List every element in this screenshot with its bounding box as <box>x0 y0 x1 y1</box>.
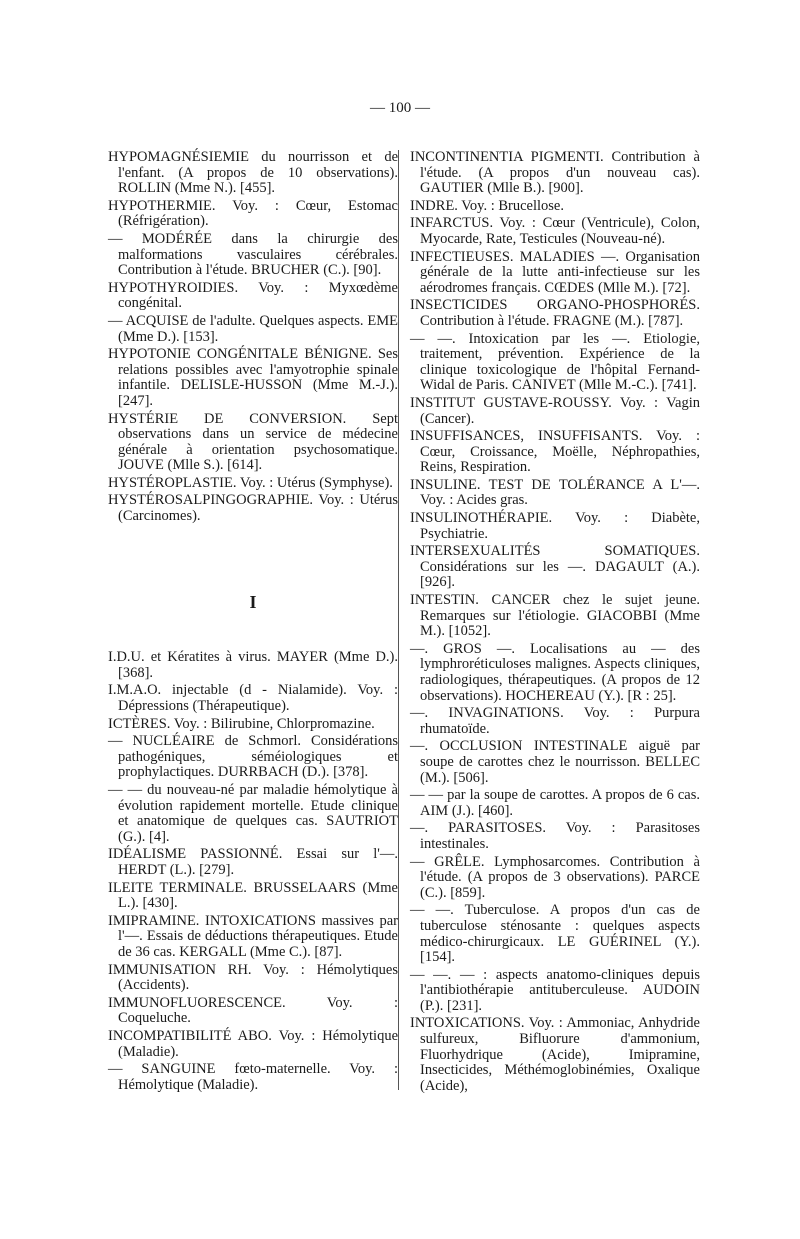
index-entry: IMIPRAMINE. INTOXICATIONS massives par l'—. Essais de déductions thérapeutiques. Etude de 36 cas. KERGALL (Mme C.). [87]. <box>108 912 398 960</box>
index-entry: — — du nouveau-né par maladie hémolytique à évolution rapidement mortelle. Etude clinique et anatomique de quelques cas. SAUTRIOT (G.). [4]. <box>108 782 398 845</box>
index-entry: HYSTÉROSALPINGOGRAPHIE. Voy. : Utérus (Carcinomes). <box>108 492 398 525</box>
right-column <box>410 150 700 1096</box>
index-entry: IMMUNOFLUORESCENCE. Voy. : Coqueluche. <box>108 994 398 1027</box>
index-entry: INSUFFISANCES, INSUFFISANTS. Voy. : Cœur, Croissance, Moëlle, Néphropathies, Reins, Respiration. <box>410 428 700 476</box>
right-entries <box>410 150 700 1094</box>
index-entry: — —. — : aspects anatomo-cliniques depuis l'antibiothérapie antituberculeuse. AUDOIN (P.). [231]. <box>410 966 700 1014</box>
index-entry: INTERSEXUALITÉS SOMATIQUES. Considérations sur les —. DAGAULT (A.). [926]. <box>410 543 700 591</box>
index-entry: —. OCCLUSION INTESTINALE aiguë par soupe de carottes chez le nourrisson. BELLEC (M.). [506]. <box>410 738 700 786</box>
index-entry: ICTÈRES. Voy. : Bilirubine, Chlorpromazine. <box>108 715 375 732</box>
left-entries-i <box>108 650 398 1093</box>
index-entry: IMMUNISATION RH. Voy. : Hémolytiques (Accidents). <box>108 961 398 994</box>
index-entry: INSULINE. TEST DE TOLÉRANCE A L'—. Voy. : Acides gras. <box>410 476 700 509</box>
index-entry: —. GROS —. Localisations au — des lymphroréticuloses malignes. Aspects cliniques, radiologiques, thérapeutiques. (A propos de 12 observations). HOCHEREAU (Y.). [R : 25]. <box>410 640 700 704</box>
index-entry: HYPOTONIE CONGÉNITALE BÉNIGNE. Ses relations possibles avec l'amyotrophie spinale infantile. DELISLE-HUSSON (Mme M.-J.). [247]. <box>108 346 398 409</box>
index-entry: — —. Intoxication par les —. Etiologie, traitement, prévention. Expérience de la clinique toxicologique de l'hôpital Fernand-Widal de Paris. CANIVET (Mlle M.-C.). [741]. <box>410 330 700 394</box>
index-entry: ILEITE TERMINALE. BRUSSELAARS (Mme L.). [430]. <box>108 879 398 912</box>
index-entry: HYPOMAGNÉSIEMIE du nourrisson et de l'enfant. (A propos de 10 observations). ROLLIN (Mme N.). [455]. <box>108 149 398 197</box>
index-entry: HYSTÉROPLASTIE. Voy. : Utérus (Symphyse). <box>108 474 393 491</box>
index-entry: — — par la soupe de carottes. A propos de 6 cas. AIM (J.). [460]. <box>410 787 700 819</box>
index-entry: INCOMPATIBILITÉ ABO. Voy. : Hémolytique (Maladie). <box>108 1027 398 1060</box>
index-entry: — SANGUINE fœto-maternelle. Voy. : Hémolytique (Maladie). <box>108 1061 398 1093</box>
index-entry: INSTITUT GUSTAVE-ROUSSY. Voy. : Vagin (Cancer). <box>410 394 700 427</box>
index-entry: INTOXICATIONS. Voy. : Ammoniac, Anhydride sulfureux, Bifluorure d'ammonium, Fluorhydrique (Acide), Imipramine, Insecticides, Méthémoglobinémies, Oxalique (Acide), <box>410 1015 700 1094</box>
index-entry: IDÉALISME PASSIONNÉ. Essai sur l'—. HERDT (L.). [279]. <box>108 846 398 878</box>
index-entry: INFECTIEUSES. MALADIES —. Organisation générale de la lutte anti-infectieuse sur les aérodromes français. CŒDES (Mlle M.). [72]. <box>410 248 700 296</box>
index-entry: INCONTINENTIA PIGMENTI. Contribution à l'étude. (A propos d'un nouveau cas). GAUTIER (Mlle B.). [900]. <box>410 149 700 197</box>
index-entry: INSULINOTHÉRAPIE. Voy. : Diabète, Psychiatrie. <box>410 510 700 542</box>
index-entry: HYPOTHERMIE. Voy. : Cœur, Estomac (Réfrigération). <box>108 197 398 230</box>
index-entry: HYSTÉRIE DE CONVERSION. Sept observations dans un service de médecine générale à orientation psychosomatique. JOUVE (Mlle S.). [614]. <box>108 410 398 474</box>
section-letter: I <box>249 591 257 612</box>
index-entry: — NUCLÉAIRE de Schmorl. Considérations pathogéniques, séméiologiques et prophylactiques. DURRBACH (D.). [378]. <box>108 733 398 781</box>
index-entry: — ACQUISE de l'adulte. Quelques aspects. EME (Mme D.). [153]. <box>108 312 398 345</box>
index-entry: INTESTIN. CANCER chez le sujet jeune. Remarques sur l'étiologie. GIACOBBI (Mme M.). [1052]. <box>410 592 700 640</box>
index-entry: — GRÊLE. Lymphosarcomes. Contribution à l'étude. (A propos de 3 observations). PARCE (C.). [859]. <box>410 853 700 901</box>
index-entry: I.D.U. et Kératites à virus. MAYER (Mme D.). [368]. <box>108 649 398 681</box>
index-entry: INDRE. Voy. : Brucellose. <box>410 197 564 214</box>
left-column <box>108 150 398 1095</box>
index-entry: HYPOTHYROIDIES. Voy. : Myxœdème congénital. <box>108 279 398 312</box>
index-entry: INSECTICIDES ORGANO-PHOSPHORÉS. Contribution à l'étude. FRAGNE (M.). [787]. <box>410 297 700 329</box>
index-entry: — —. Tuberculose. A propos d'un cas de tuberculose sténosante : quelques aspects médico-chirurgicaux. LE GUÉRINEL (Y.). [154]. <box>410 902 700 966</box>
index-entry: — MODÉRÉE dans la chirurgie des malformations vasculaires cérébrales. Contribution à l'étude. BRUCHER (C.). [90]. <box>108 230 398 279</box>
column-divider <box>398 150 399 1090</box>
index-entry: —. INVAGINATIONS. Voy. : Purpura rhumatoïde. <box>410 705 700 737</box>
index-entry: INFARCTUS. Voy. : Cœur (Ventricule), Colon, Myocarde, Rate, Testicules (Nouveau-né). <box>410 215 700 247</box>
index-entry: —. PARASITOSES. Voy. : Parasitoses intestinales. <box>410 820 700 852</box>
index-entry: I.M.A.O. injectable (d - Nialamide). Voy. : Dépressions (Thérapeutique). <box>108 682 398 715</box>
page-number: — 100 — <box>370 100 430 116</box>
left-entries-h <box>108 150 398 525</box>
